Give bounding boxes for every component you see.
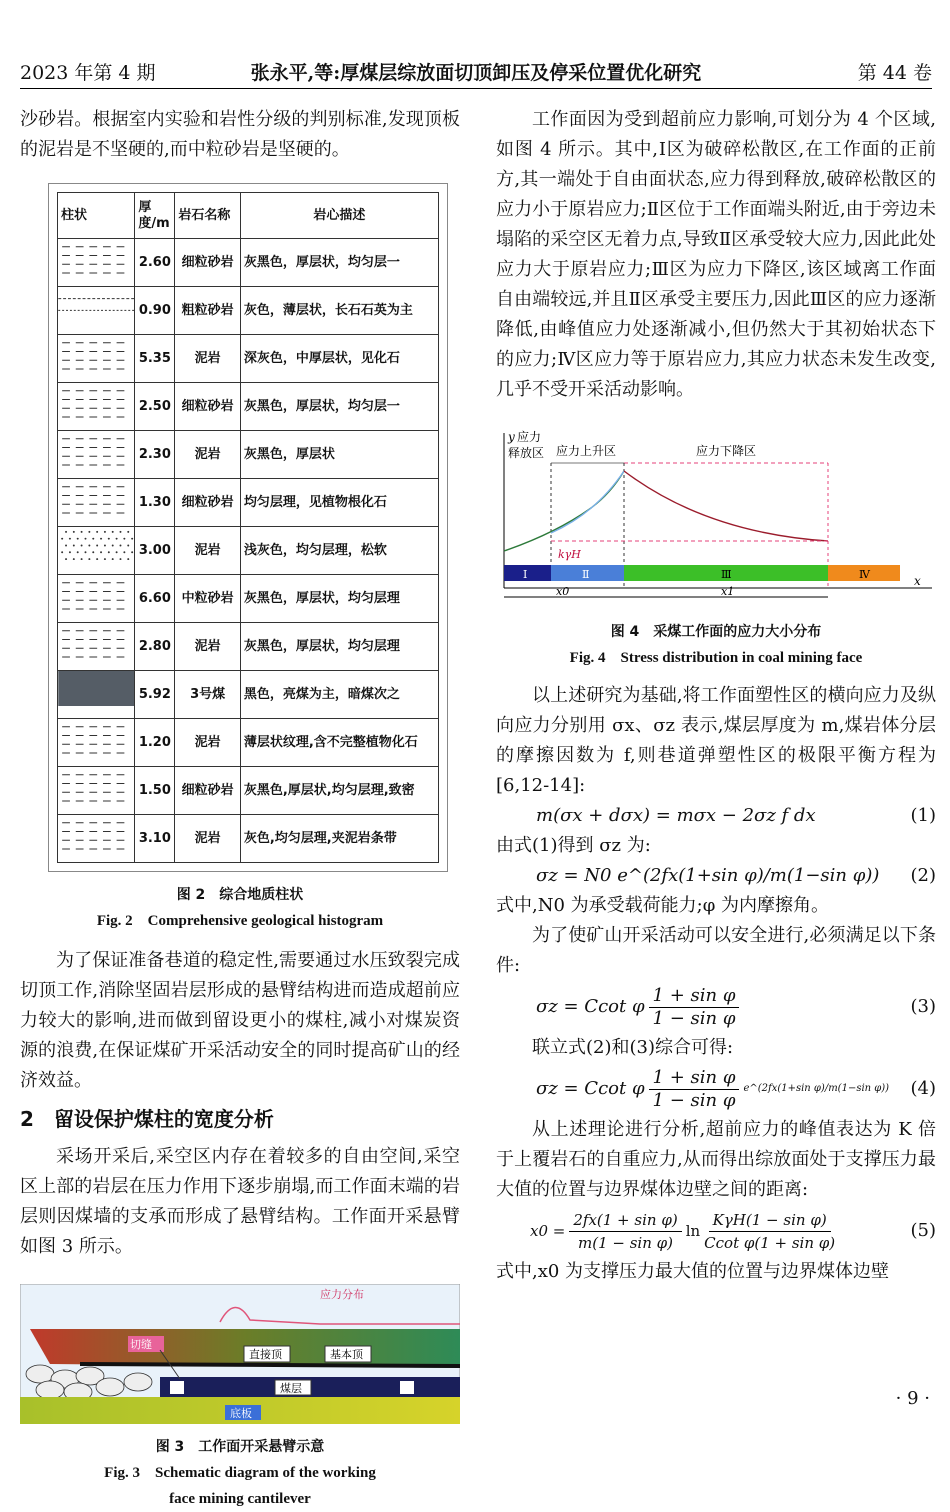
cell-rock-name: 泥岩 <box>175 719 240 767</box>
col-header: 岩石名称 <box>175 193 240 239</box>
cell-description: 灰黑色，厚层状，均匀层理 <box>240 575 438 623</box>
paragraph: 沙砂岩。根据室内实验和岩性分级的判别标准,发现顶板的泥岩是不坚硬的,而中粒砂岩是坚硬的。 <box>20 109 460 160</box>
header-rule <box>20 88 932 89</box>
left-column <box>20 105 460 1512</box>
zone-release: 释放区 <box>508 446 545 460</box>
lithology-pattern <box>58 719 135 767</box>
cell-thickness: 1.20 <box>135 719 175 767</box>
table-row <box>58 479 439 527</box>
cell-rock-name: 细粒砂岩 <box>175 767 240 815</box>
rise-curve-b <box>551 471 624 533</box>
paragraph: 由式(1)得到 σz 为: <box>496 835 651 856</box>
figure-4 <box>496 423 936 613</box>
cell-thickness: 1.50 <box>135 767 175 815</box>
cell-rock-name: 细粒砂岩 <box>175 479 240 527</box>
y-axis-unit: 应力 <box>517 430 542 444</box>
fig3-caption-en: face mining cantilever <box>169 1491 311 1507</box>
rise-curve-a <box>504 471 624 551</box>
support <box>400 1381 414 1394</box>
x1-label: x1 <box>721 585 735 598</box>
lithology-pattern <box>58 623 135 671</box>
cell-thickness: 2.80 <box>135 623 175 671</box>
volume-label: 第 44 卷 <box>857 62 932 84</box>
col-header: 岩心描述 <box>240 193 438 239</box>
cell-thickness: 2.50 <box>135 383 175 431</box>
paragraph: 联立式(2)和(3)综合可得: <box>532 1037 734 1058</box>
col-header: 厚度/m <box>135 193 175 239</box>
cell-thickness: 5.35 <box>135 335 175 383</box>
col-header: 柱状 <box>58 193 135 239</box>
cell-description: 灰黑色，厚层状 <box>240 431 438 479</box>
coal-label: 煤层 <box>280 1382 302 1395</box>
table-row <box>58 671 439 719</box>
equation-5: x0 = $\frac{\text{2fx(1 + sin φ)}}{\text{m(1 − sin φ)}}$ ln $\frac{\text{KγH(1 − sin φ)}}{\text{Ccot φ(1 + sin φ)}}$ (5) <box>530 1210 936 1252</box>
cell-description: 深灰色，中厚层状，见化石 <box>240 335 438 383</box>
cell-rock-name: 泥岩 <box>175 431 240 479</box>
cell-description: 黑色，亮煤为主，暗煤次之 <box>240 671 438 719</box>
cell-rock-name: 细粒砂岩 <box>175 239 240 287</box>
lithology-pattern <box>58 431 135 479</box>
stress-label: 应力分布 <box>320 1288 364 1301</box>
x-axis-label: x <box>914 574 921 588</box>
lithology-pattern <box>58 239 135 287</box>
lithology-pattern <box>58 527 135 575</box>
zone-4-label: Ⅳ <box>859 568 870 581</box>
geological-table <box>57 192 439 863</box>
equation-1: m(σx + dσx) = mσx − 2σz f dx (1) <box>536 805 936 826</box>
table-row <box>58 239 439 287</box>
cell-description: 灰黑色,厚层状,均匀层理,致密 <box>240 767 438 815</box>
paragraph: 为了保证准备巷道的稳定性,需要通过水压致裂完成切顶工作,消除坚固岩层形成的悬臂结构进而造成超前应力较大的影响,进而做到留设更小的煤柱,减小对煤炭资源的浪费,在保证煤矿开采活动安全的同时提高矿山的经济效益。 <box>20 950 460 1091</box>
stress-distribution-chart <box>496 423 936 603</box>
table-row <box>58 623 439 671</box>
cell-rock-name: 泥岩 <box>175 623 240 671</box>
cell-thickness: 2.60 <box>135 239 175 287</box>
right-column <box>496 105 936 1287</box>
direct-roof-label: 直接顶 <box>249 1348 282 1361</box>
paragraph: 采场开采后,采空区内存在着较多的自由空间,采空区上部的岩层在压力作用下逐步崩塌,而工作面末端的岩层则因煤墙的支承而形成了悬臂结构。工作面开采悬臂如图 3 所示。 <box>20 1146 460 1257</box>
cell-rock-name: 中粒砂岩 <box>175 575 240 623</box>
cell-description: 浅灰色，均匀层理，松软 <box>240 527 438 575</box>
cell-rock-name: 粗粒砂岩 <box>175 287 240 335</box>
lithology-pattern <box>58 335 135 383</box>
paragraph: 以上述研究为基础,将工作面塑性区的横向应力及纵向应力分别用 σx、σz 表示,煤层厚度为 m,煤岩体分层的摩擦因数为 f,则巷道弹塑性区的极限平衡方程为[6,12-14]: <box>496 685 936 796</box>
fig3-caption-en: Fig. 3 Schematic diagram of the working <box>104 1465 376 1481</box>
equation-3: σz = Ccot φ $\frac{\text{1 + sin φ}}{\text{1 − sin φ}}$ (3) <box>536 984 936 1029</box>
cell-rock-name: 泥岩 <box>175 815 240 863</box>
table-row <box>58 767 439 815</box>
fig4-caption-en: Fig. 4 Stress distribution in coal mining face <box>569 650 863 666</box>
cell-description: 灰黑色，厚层状，均匀层一 <box>240 239 438 287</box>
page-number: · 9 · <box>895 1388 930 1409</box>
paragraph: 为了使矿山开采活动可以安全进行,必须满足以下条件: <box>496 925 936 976</box>
cell-rock-name: 泥岩 <box>175 527 240 575</box>
paragraph: 式中,x0 为支撑压力最大值的位置与边界煤体边壁 <box>496 1261 890 1282</box>
fall-curve <box>624 471 828 541</box>
running-title: 张永平,等:厚煤层综放面切顶卸压及停采位置优化研究 <box>250 62 702 84</box>
x0-label: x0 <box>556 585 570 598</box>
fig2-caption-cn: 图 2 综合地质柱状 <box>176 887 304 903</box>
paragraph: 式中,N0 为承受载荷能力;φ 为内摩擦角。 <box>496 895 830 916</box>
cut-label: 切缝 <box>130 1338 152 1351</box>
cell-description: 灰黑色，厚层状，均匀层理 <box>240 623 438 671</box>
lithology-pattern <box>58 767 135 815</box>
zone-rise: 应力上升区 <box>556 444 617 458</box>
cell-thickness: 2.30 <box>135 431 175 479</box>
kyh-label: kγH <box>558 548 581 561</box>
zone-2-label: Ⅱ <box>582 568 590 581</box>
equation-2: σz = N0 e^(2fx(1+sin φ)/m(1−sin φ)) (2) <box>536 865 936 886</box>
cell-thickness: 3.10 <box>135 815 175 863</box>
table-row <box>58 287 439 335</box>
cell-thickness: 6.60 <box>135 575 175 623</box>
lithology-pattern <box>58 287 135 335</box>
fig3-caption-cn: 图 3 工作面开采悬臂示意 <box>155 1439 325 1455</box>
zone-1 <box>504 565 551 581</box>
issue-label: 2023 年第 4 期 <box>20 62 156 84</box>
section-heading: 2 留设保护煤柱的宽度分析 <box>20 1107 274 1131</box>
table-row <box>58 719 439 767</box>
support <box>170 1381 184 1394</box>
lithology-pattern <box>58 479 135 527</box>
cell-thickness: 0.90 <box>135 287 175 335</box>
cell-description: 薄层状纹理,含不完整植物化石 <box>240 719 438 767</box>
cell-rock-name: 泥岩 <box>175 335 240 383</box>
cell-thickness: 5.92 <box>135 671 175 719</box>
zone-1-label: Ⅰ <box>523 568 528 581</box>
figure-3 <box>20 1284 460 1424</box>
table-row <box>58 815 439 863</box>
basic-roof-label: 基本顶 <box>330 1348 363 1361</box>
zone-3-label: Ⅲ <box>721 568 732 581</box>
paragraph: 从上述理论进行分析,超前应力的峰值表达为 K 倍于上覆岩石的自重应力,从而得出综放面处于支撑压力最大值的位置与边界煤体边壁之间的距离: <box>496 1119 936 1200</box>
cell-rock-name: 细粒砂岩 <box>175 383 240 431</box>
equation-4: σz = Ccot φ $\frac{\text{1 + sin φ}}{\text{1 − sin φ}}$ e^(2fx(1+sin φ)/m(1−sin φ)) (4) <box>536 1066 936 1111</box>
table-row <box>58 575 439 623</box>
paragraph: 工作面因为受到超前应力影响,可划分为 4 个区域,如图 4 所示。其中,Ⅰ区为破碎松散区,在工作面的正前方,其一端处于自由面状态,应力得到释放,破碎松散区的应力小于原岩应力;Ⅱ区位于工作面端头附近,由于旁边未塌陷的采空区无着力点,导致Ⅱ区承受较大应力,因此此处应力大于原岩应力;Ⅲ区为应力下降区,该区域离工作面自由端较远,并且Ⅱ区承受主要压力,因此Ⅲ区的应力逐渐降低,由峰值应力处逐渐减小,但仍然大于其初始状态下的应力;Ⅳ区应力等于原岩应力,其应力状态未发生改变,几乎不受开采活动影响。 <box>496 109 936 400</box>
table-row <box>58 527 439 575</box>
cell-thickness: 3.00 <box>135 527 175 575</box>
lithology-pattern <box>58 575 135 623</box>
fig4-caption-cn: 图 4 采煤工作面的应力大小分布 <box>610 624 822 640</box>
lithology-pattern <box>58 671 135 719</box>
y-axis-label: y <box>508 430 515 444</box>
fig2-caption-en: Fig. 2 Comprehensive geological histogram <box>96 913 384 929</box>
cantilever-diagram <box>20 1284 460 1424</box>
cell-thickness: 1.30 <box>135 479 175 527</box>
lithology-pattern <box>58 815 135 863</box>
cell-rock-name: 3号煤 <box>175 671 240 719</box>
table-row <box>58 383 439 431</box>
cell-description: 均匀层理，见植物根化石 <box>240 479 438 527</box>
zone-fall: 应力下降区 <box>696 444 757 458</box>
cell-description: 灰黑色，厚层状，均匀层一 <box>240 383 438 431</box>
table-row <box>58 431 439 479</box>
lithology-pattern <box>58 383 135 431</box>
cell-description: 灰色，薄层状，长石石英为主 <box>240 287 438 335</box>
figure-2 <box>48 183 448 872</box>
table-row <box>58 335 439 383</box>
cell-description: 灰色,均匀层理,夹泥岩条带 <box>240 815 438 863</box>
floor-label: 底板 <box>230 1407 252 1420</box>
